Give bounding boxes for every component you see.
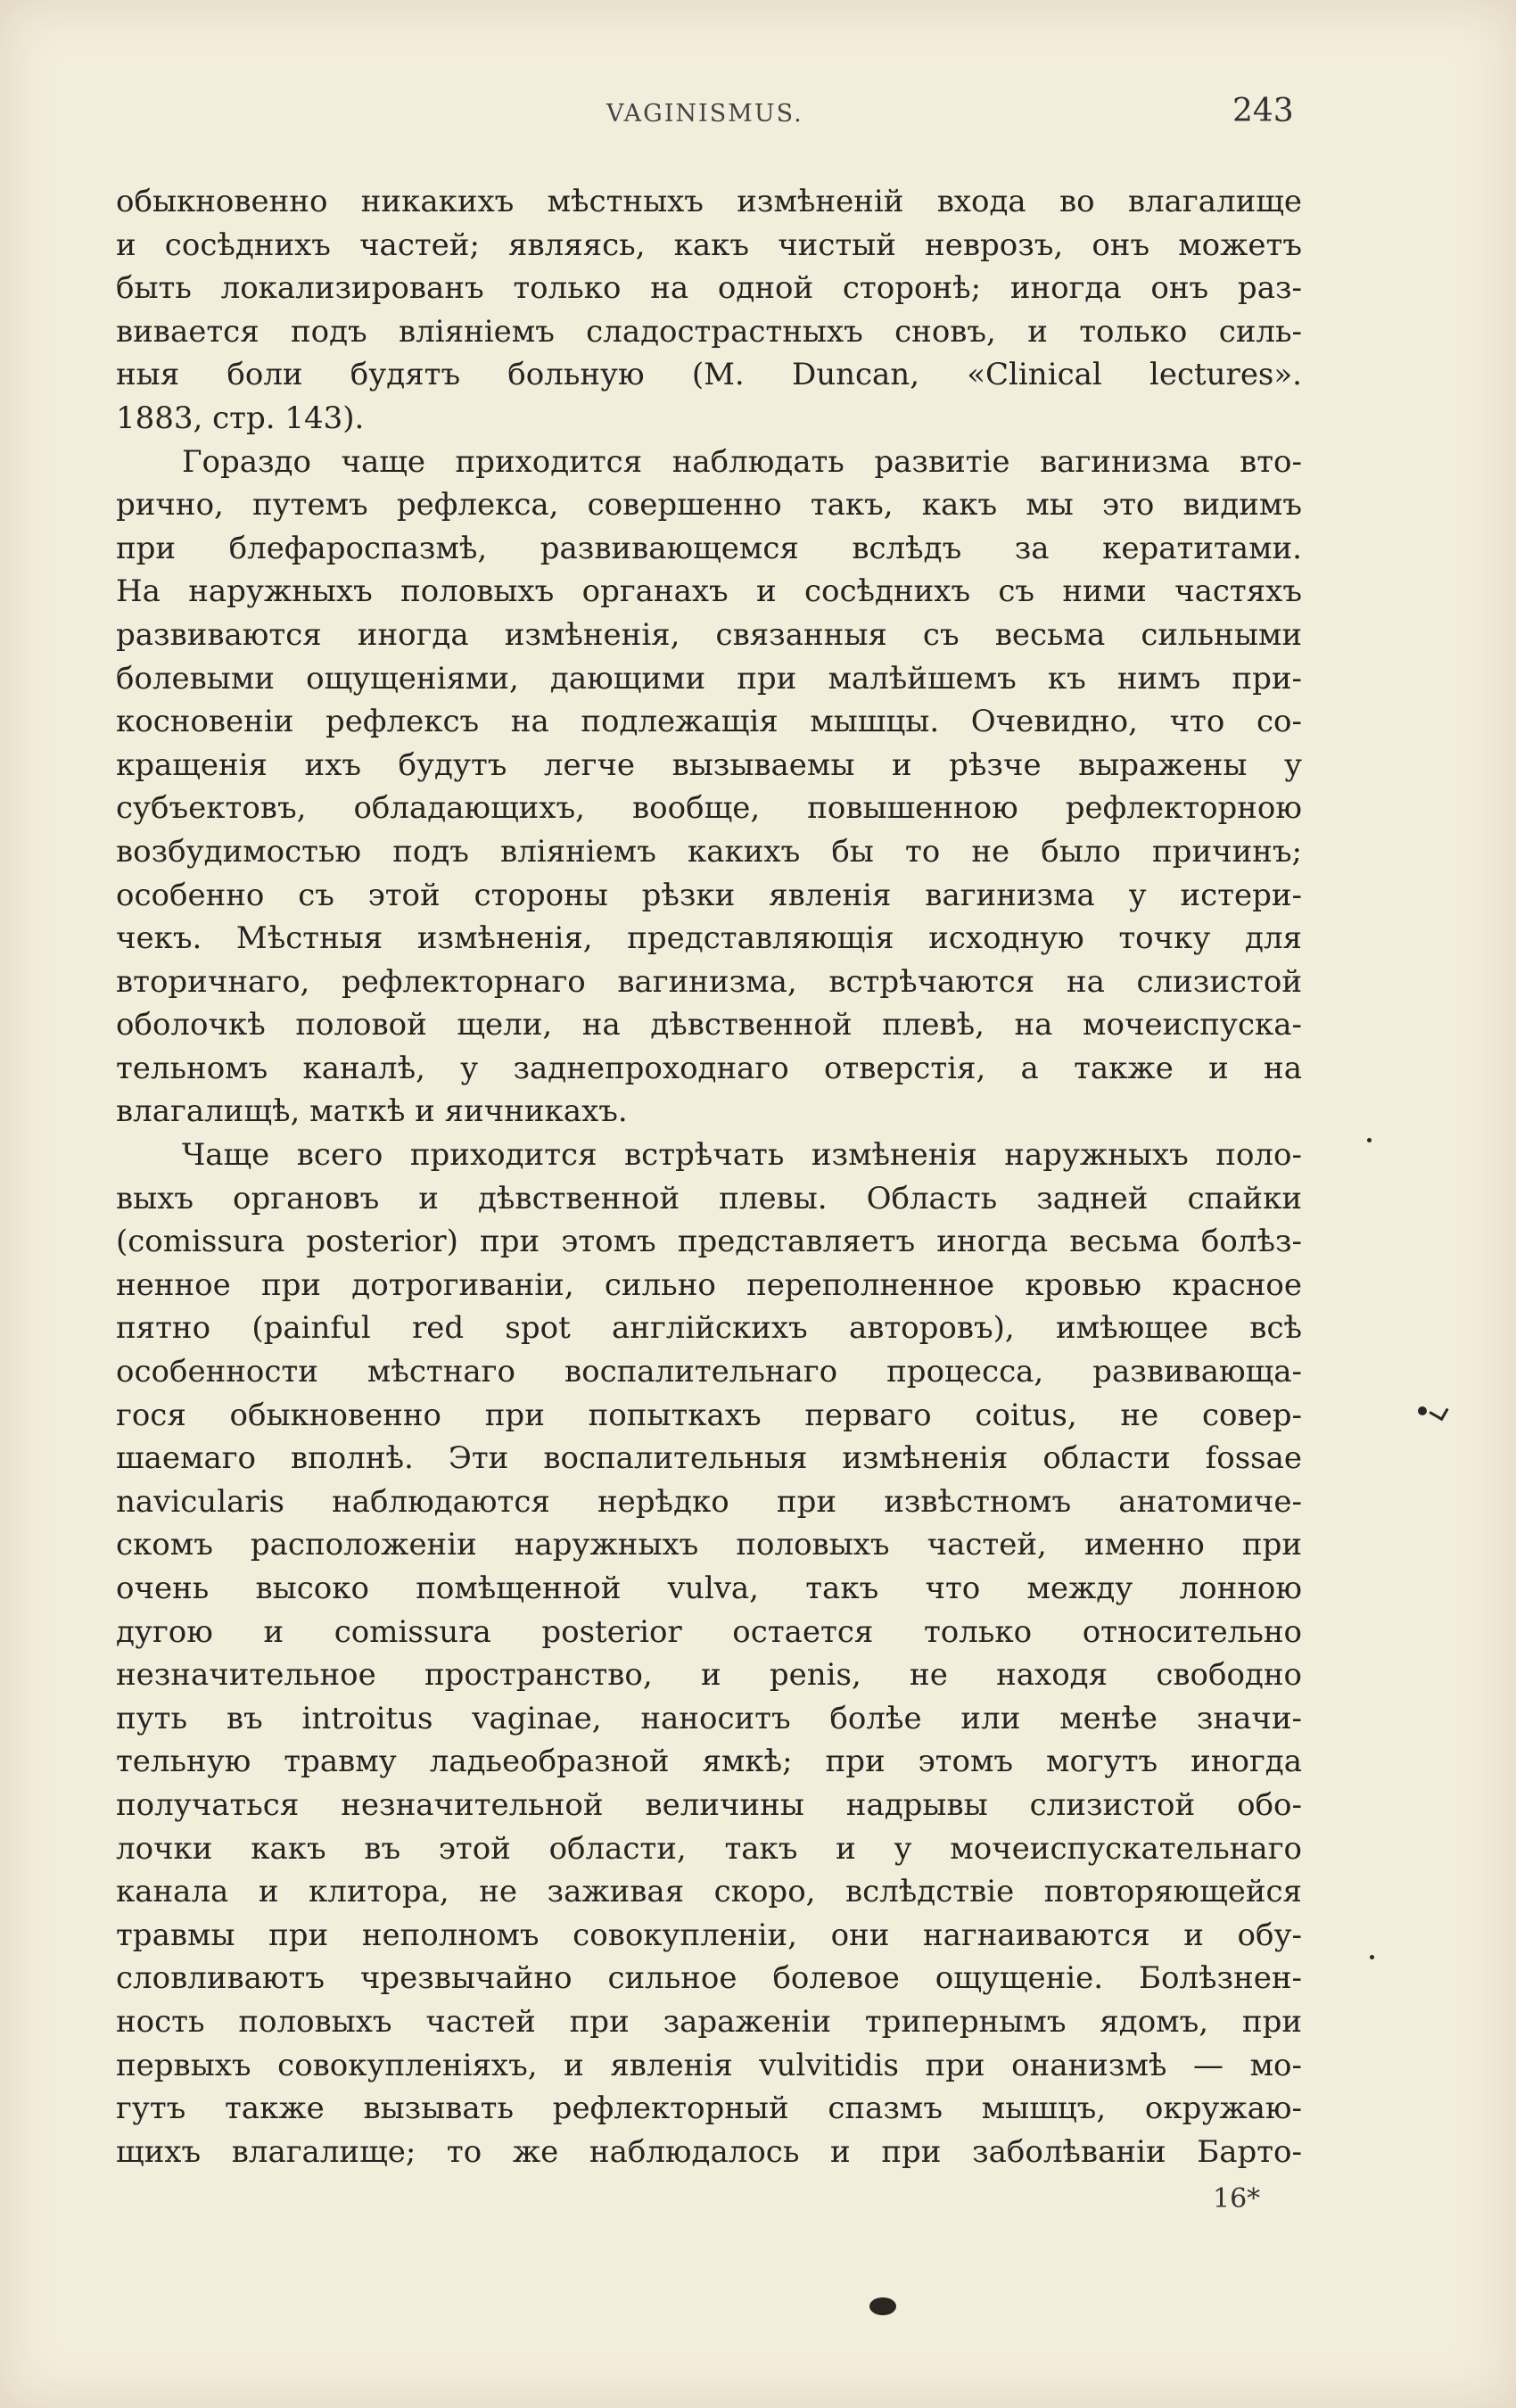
text-line: оболочкѣ половой щели, на дѣвственной плевѣ, на мочеиспуска- [116, 1007, 1302, 1043]
text-line: тельномъ каналѣ, у заднепроходнаго отверстія, а также и на [116, 1050, 1302, 1086]
text-line: первыхъ совокупленіяхъ, и явленія vulvitidis при онанизмѣ — мо- [116, 2047, 1302, 2083]
signature-mark: 16* [1213, 2183, 1261, 2214]
text-line: развиваются иногда измѣненія, связанныя съ весьма сильными [116, 616, 1302, 653]
text-line: гося обыкновенно при попыткахъ перваго coitus, не совер- [116, 1397, 1302, 1433]
pencil-mark [1429, 1402, 1448, 1421]
text-line: дугою и comissura posterior остается только относительно [116, 1613, 1302, 1650]
text-line: рично, путемъ рефлекса, совершенно такъ, какъ мы это видимъ [116, 487, 1302, 524]
text-line: кращенія ихъ будутъ легче вызываемы и рѣзче выражены у [116, 746, 1302, 783]
text-line: особенности мѣстнаго воспалительнаго процесса, развивающа- [116, 1354, 1302, 1390]
text-line: шаемаго вполнѣ. Эти воспалительныя измѣненія области fossae [116, 1440, 1302, 1477]
text-line: особенно съ этой стороны рѣзки явленія вагинизма у истери- [116, 877, 1302, 913]
running-head: VAGINISMUS. [606, 100, 803, 128]
text-line: травмы при неполномъ совокупленіи, они нагнаиваются и обу- [116, 1917, 1302, 1953]
text-line: вивается подъ вліяніемъ сладострастныхъ сновъ, и только силь- [116, 313, 1302, 350]
ink-blot [1418, 1406, 1427, 1415]
text-line: очень высоко помѣщенной vulva, такъ что между лонною [116, 1571, 1302, 1606]
text-line: ненное при дотрогиваніи, сильно переполненное кровью красное [116, 1266, 1302, 1303]
text-line: 1883, стр. 143). [116, 400, 365, 436]
ink-blot [1370, 1955, 1374, 1959]
page-number: 243 [1232, 93, 1294, 129]
text-line: лочки какъ въ этой области, такъ и у мочеиспускательнаго [116, 1830, 1302, 1867]
text-line: возбудимостью подъ вліяніемъ какихъ бы то не было причинъ; [116, 833, 1302, 870]
text-line: Чаще всего приходится встрѣчать измѣненія наружныхъ поло- [182, 1137, 1302, 1174]
text-line: получаться незначительной величины надрывы слизистой обо- [116, 1786, 1302, 1823]
text-line: и сосѣднихъ частей; являясь, какъ чистый неврозъ, онъ можетъ [116, 227, 1302, 263]
ink-blot [869, 2297, 896, 2315]
text-line: словливаютъ чрезвычайно сильное болевое ощущеніе. Болѣзнен- [116, 1960, 1302, 1997]
text-line: при блефароспазмѣ, развивающемся вслѣдъ за кератитами. [116, 530, 1302, 566]
text-line: болевыми ощущеніями, дающими при малѣйшемъ къ нимъ при- [116, 660, 1302, 697]
text-line: На наружныхъ половыхъ органахъ и сосѣднихъ съ ними частяхъ [116, 573, 1302, 610]
text-line: обыкновенно никакихъ мѣстныхъ измѣненій входа во влагалище [116, 184, 1302, 219]
text-line: ныя боли будятъ больную (M. Duncan, «Clinical lectures». [116, 357, 1302, 393]
text-line: пятно (painful red spot англійскихъ авторовъ), имѣющее всѣ [116, 1310, 1302, 1347]
text-line: (comissura posterior) при этомъ представляетъ иногда весьма болѣз- [116, 1224, 1302, 1260]
text-line: navicularis наблюдаются нерѣдко при извѣстномъ анатомиче- [116, 1483, 1302, 1520]
text-line: Гораздо чаще приходится наблюдать развитіе вагинизма вто- [182, 443, 1302, 480]
text-line: канала и клитора, не заживая скоро, вслѣдствіе повторяющейся [116, 1874, 1302, 1910]
text-line: ность половыхъ частей при зараженіи трипернымъ ядомъ, при [116, 2003, 1302, 2040]
text-line: выхъ органовъ и дѣвственной плевы. Область задней спайки [116, 1180, 1302, 1216]
text-line: щихъ влагалище; то же наблюдалось и при заболѣваніи Барто- [116, 2133, 1302, 2170]
text-line: вторичнаго, рефлекторнаго вагинизма, встрѣчаются на слизистой [116, 963, 1302, 1000]
text-line: скомъ расположеніи наружныхъ половыхъ частей, именно при [116, 1527, 1302, 1563]
text-line: быть локализированъ только на одной сторонѣ; иногда онъ раз- [116, 270, 1302, 307]
text-line: субъектовъ, обладающихъ, вообще, повышенною рефлекторною [116, 790, 1302, 827]
text-line: чекъ. Мѣстныя измѣненія, представляющія исходную точку для [116, 920, 1302, 957]
text-line: незначительное пространство, и penis, не находя свободно [116, 1657, 1302, 1694]
text-line: гутъ также вызывать рефлекторный спазмъ мышцъ, окружаю- [116, 2091, 1302, 2127]
body-text [116, 180, 1302, 2173]
text-line: тельную травму ладьеобразной ямкѣ; при этомъ могутъ иногда [116, 1744, 1302, 1780]
ink-blot [1367, 1138, 1372, 1142]
text-line: путь въ introitus vaginae, наноситъ болѣе или менѣе значи- [116, 1700, 1302, 1736]
text-line: влагалищѣ, маткѣ и яичникахъ. [116, 1093, 628, 1130]
text-line: косновеніи рефлексъ на подлежащія мышцы. Очевидно, что со- [116, 704, 1302, 740]
